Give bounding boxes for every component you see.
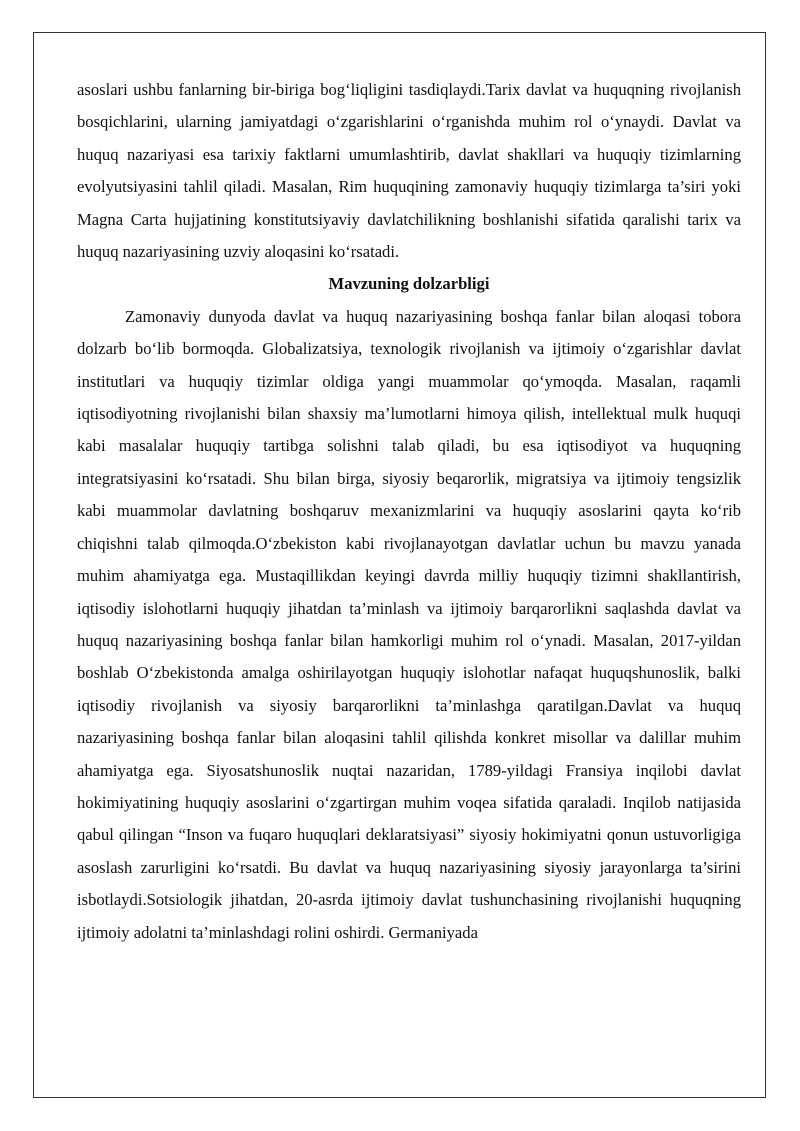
paragraph-relevance: Zamonaviy dunyoda davlat va huquq nazariyasining boshqa fanlar bilan aloqasi tobora dolzarb bo‘lib bormoqda. Globalizatsiya, texnologik rivojlanish va ijtimoiy o‘zgarishlar davlat institutlari va huquqiy tizimlar oldiga yangi muammolar qo‘ymoqda. Masalan, raqamli iqtisodiyotning rivojlanishi bilan shaxsiy ma’lumotlarni himoya qilish, intellektual mulk huquqi kabi masalalar huquqiy tartibga solishni talab qiladi, bu esa iqtisodiyot va huquqning integratsiyasini ko‘rsatadi. Shu bilan birga, siyosiy beqarorlik, migratsiya va ijtimoiy tengsizlik kabi muammolar davlatning boshqaruv mexanizmlarini va huquqiy asoslarini qayta ko‘rib chiqishni talab qilmoqda.O‘zbekiston kabi rivojlanayotgan davlatlar uchun bu mavzu yanada muhim ahamiyatga ega. Mustaqillikdan keyingi davrda milliy huquqiy tizimni shakllantirish, iqtisodiy islohotlarni huquqiy jihatdan ta’minlash va ijtimoiy barqarorlikni saqlashda davlat va huquq nazariyasining boshqa fanlar bilan hamkorligi muhim rol o‘ynadi. Masalan, 2017-yildan boshlab O‘zbekistonda amalga oshirilayotgan huquqiy islohotlar nafaqat huquqshunoslik, balki iqtisodiy rivojlanish va siyosiy barqarorlikni ta’minlashga qaratilgan.Davlat va huquq nazariyasining boshqa fanlar bilan aloqasini tahlil qilishda konkret misollar va dalillar muhim ahamiyatga ega. Siyosatshunoslik nuqtai nazaridan, 1789-yildagi Fransiya inqilobi davlat hokimiyatining huquqiy asoslarini o‘zgartirgan muhim voqea sifatida qaraladi. Inqilob natijasida qabul qilingan “Inson va fuqaro huquqlari deklaratsiyasi” siyosiy hokimiyatni qonun ustuvorligiga asoslash zarurligini ko‘rsatdi. Bu davlat va huquq nazariyasining siyosiy jarayonlarga ta’sirini isbotlaydi.Sotsiologik jihatdan, 20-asrda ijtimoiy davlat tushunchasining rivojlanishi huquqning ijtimoiy adolatni ta’minlashdagi rolini oshirdi. Germaniyada — [77, 306, 741, 942]
section-heading: Mavzuning dolzarbligi — [328, 274, 490, 294]
paragraph-intro: asoslari ushbu fanlarning bir-biriga bog‘liqligini tasdiqlaydi.Tarix davlat va huquqning rivojlanish bosqichlarini, ularning jamiyatdagi o‘zgarishlarini o‘rganishda muhim rol o‘ynaydi. Davlat va huquq nazariyasi esa tarixiy faktlarni umumlashtirib, davlat shakllari va huquqiy tizimlarning evolyutsiyasini tahlil qiladi. Masalan, Rim huquqining zamonaviy huquqiy tizimlarga ta’siri yoki Magna Carta hujjatining konstitutsiyaviy davlatchilikning boshlanishi sifatida qaralishi tarix va huquq nazariyasining uzviy aloqasini ko‘rsatadi. — [77, 80, 741, 262]
document-body — [77, 74, 741, 949]
